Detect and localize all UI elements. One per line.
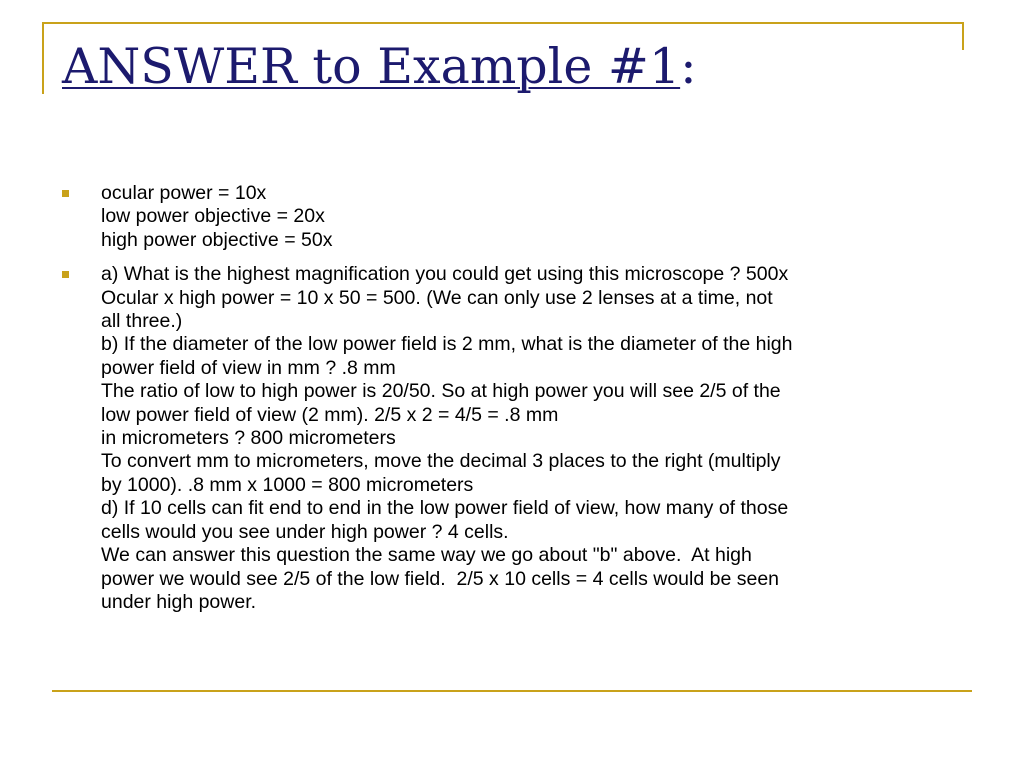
- bullet-line: power field of view in mm ? .8 mm: [101, 356, 396, 379]
- bullet-line: under high power.: [101, 590, 257, 613]
- bullet-line: high power objective = 50x: [101, 228, 333, 251]
- square-bullet-icon: [62, 271, 69, 278]
- bullet-line: To convert mm to micrometers, move the decimal 3 places to the right (multiply: [101, 450, 781, 473]
- bullet-line: by 1000). .8 mm x 1000 = 800 micrometers: [101, 473, 474, 496]
- frame-right-line: [962, 22, 964, 50]
- bullet-line: Ocular x high power = 10 x 50 = 500. (We can only use 2 lenses at a time, not: [101, 286, 773, 309]
- bullet-line: d) If 10 cells can fit end to end in the low power field of view, how many of those: [101, 497, 789, 520]
- bullet-line: a) What is the highest magnification you could get using this microscope ? 500x: [101, 263, 789, 286]
- bullet-list: [62, 182, 972, 625]
- title-suffix: :: [680, 38, 697, 95]
- bullet-line: We can answer this question the same way we go about "b" above. At high: [101, 544, 752, 567]
- bullet-line: b) If the diameter of the low power field is 2 mm, what is the diameter of the high: [101, 333, 793, 356]
- slide-title: [62, 36, 697, 98]
- bullet-line: low power objective = 20x: [101, 205, 325, 228]
- bullet-item-answers: [62, 263, 972, 614]
- bullet-line: ocular power = 10x: [101, 182, 267, 204]
- frame-bottom-line: [52, 690, 972, 692]
- bullet-line: The ratio of low to high power is 20/50. So at high power you will see 2/5 of the: [101, 380, 781, 403]
- bullet-line: low power field of view (2 mm). 2/5 x 2 = 4/5 = .8 mm: [101, 403, 559, 426]
- bullet-line: in micrometers ? 800 micrometers: [101, 427, 396, 450]
- bullet-line: all three.): [101, 310, 183, 333]
- square-bullet-icon: [62, 190, 69, 197]
- bullet-line: power we would see 2/5 of the low field. 2/5 x 10 cells = 4 cells would be seen: [101, 567, 780, 590]
- frame-left-line: [42, 22, 44, 94]
- title-link[interactable]: ANSWER to Example #1: [62, 38, 681, 95]
- bullet-line: cells would you see under high power ? 4 cells.: [101, 520, 509, 543]
- frame-top-line: [42, 22, 964, 24]
- bullet-item-microscope-powers: [62, 182, 972, 252]
